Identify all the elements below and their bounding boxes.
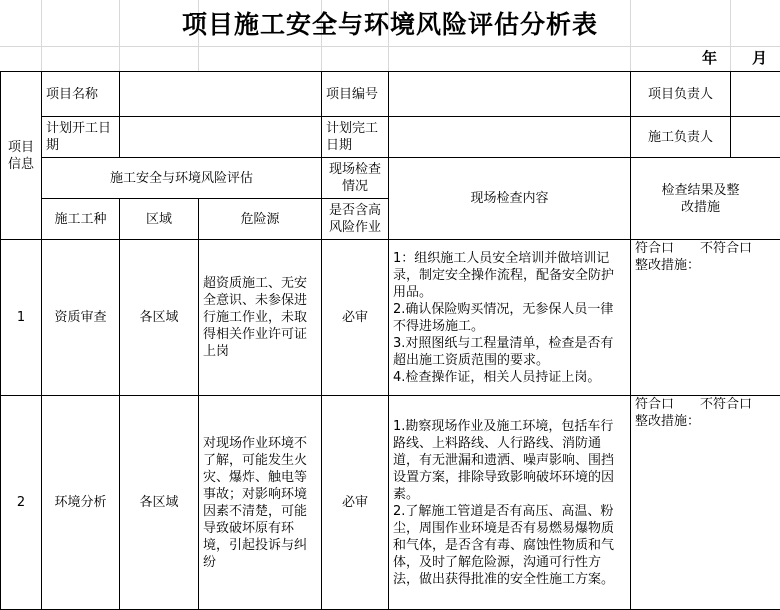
gridline [0, 46, 780, 47]
project-info-section-label: 项目信息 [1, 72, 42, 240]
project-lead-label: 项目负责人 [631, 72, 731, 117]
area-cell: 各区域 [120, 240, 199, 396]
hazard-cell: 对现场作业环境不了解，可能发生火灾、爆炸、触电等事故；对影响环境因素不清楚，可能导致破坏原有环境，引起投诉与纠纷 [199, 396, 322, 610]
project-name-field[interactable] [120, 72, 322, 117]
result-cell[interactable] [631, 240, 780, 396]
high-risk-cell: 必审 [322, 240, 389, 396]
high-risk-cell: 必审 [322, 396, 389, 610]
result-options: 符合口 不符合口 [635, 396, 776, 413]
result-options: 符合口 不符合口 [635, 240, 776, 257]
work-type-cell: 资质审查 [42, 240, 120, 396]
form-title: 项目施工安全与环境风险评估分析表 [0, 0, 780, 46]
result-cell[interactable] [631, 396, 780, 610]
check-content-cell: 1.勘察现场作业及施工环境，包括车行路线、上料路线、人行路线、消防通道，有无泄漏和遗洒、噪声影响、围挡设置方案，排除导致影响破坏环境的因素。 2.了解施工管道是否有高压、高温、粉尘，周围作业环境是否有易燃易爆物质和气体，是否含有毒、腐蚀性物质和气体，及时了解危险源，沟通可行性方法，做出获得批准的安全性施工方案。 [389, 396, 631, 610]
work-type-header: 施工工种 [42, 199, 120, 240]
assessment-header: 施工安全与环境风险评估 [42, 158, 322, 199]
project-no-label: 项目编号 [322, 72, 389, 117]
rectification-label: 整改措施： [635, 413, 776, 430]
table-row [1, 240, 780, 396]
site-check-header: 现场检查情况 [322, 158, 389, 199]
date-year: 年 [702, 47, 717, 69]
project-name-label: 项目名称 [42, 72, 120, 117]
area-header: 区域 [120, 199, 199, 240]
hazard-header: 危险源 [199, 199, 322, 240]
area-cell: 各区域 [120, 396, 199, 610]
plan-start-field[interactable] [120, 117, 322, 158]
risk-assessment-table [0, 71, 780, 610]
construction-lead-label: 施工负责人 [631, 117, 731, 158]
plan-end-label: 计划完工日期 [322, 117, 389, 158]
plan-end-field[interactable] [389, 117, 631, 158]
table-row [1, 396, 780, 610]
rectification-label: 整改措施： [635, 257, 776, 274]
date-month: 月 [752, 47, 767, 69]
check-content-header: 现场检查内容 [389, 158, 631, 240]
hazard-cell: 超资质施工、无安全意识、未参保进行施工作业，未取得相关作业许可证上岗 [199, 240, 322, 396]
row-number: 1 [1, 240, 42, 396]
result-header: 检查结果及整改措施 [631, 158, 780, 240]
row-number: 2 [1, 396, 42, 610]
work-type-cell: 环境分析 [42, 396, 120, 610]
project-lead-field[interactable] [731, 72, 780, 117]
construction-lead-field[interactable] [731, 117, 780, 158]
high-risk-header: 是否含高风险作业 [322, 199, 389, 240]
check-content-cell: 1：组织施工人员安全培训并做培训记录，制定安全操作流程，配备安全防护用品。 2.确认保险购买情况，无参保人员一律不得进场施工。 3.对照图纸与工程量清单，检查是否有超出施工资质范围的要求。 4.检查操作证，相关人员持证上岗。 [389, 240, 631, 396]
project-no-field[interactable] [389, 72, 631, 117]
plan-start-label: 计划开工日期 [42, 117, 120, 158]
